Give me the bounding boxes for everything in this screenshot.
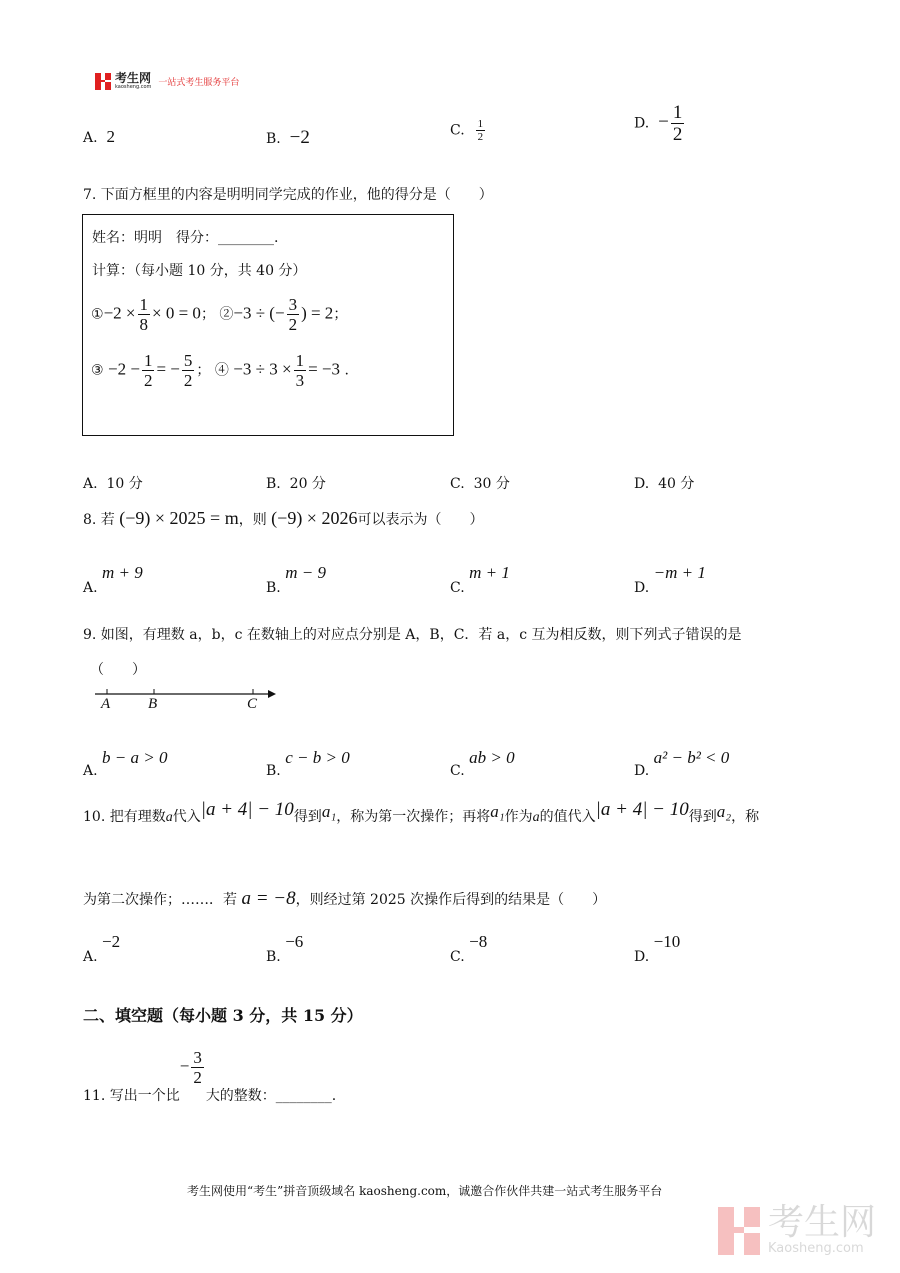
q9-option-b: B. c − b > 0 <box>266 748 350 779</box>
box-expressions-3-4: ③ −2 − $\frac{1}{2}$ = − $\frac{5}{2}$ ； ④ −3 ÷ 3 × $\frac{1}{3}$ = −3 . <box>91 351 349 390</box>
q9-option-c: C. ab > 0 <box>450 748 515 779</box>
q10-option-c: C. −8 <box>450 932 488 965</box>
q8-option-a: A. m + 9 <box>83 563 143 596</box>
watermark-logo: 考生网 Kaosheng.com <box>718 1205 876 1256</box>
axis-label-c: C <box>247 696 258 712</box>
q8-option-b: B. m − 9 <box>266 563 326 596</box>
q11-stem: 11. 写出一个比− $\frac{3}{2}$ 大的整数：________. <box>83 1048 337 1104</box>
q6-option-b: B. −2 <box>266 127 310 148</box>
q9-stem: 9. 如图，有理数 a，b，c 在数轴上的对应点分别是 A，B，C．若 a，c 互为相反数，则下列式子错误的是 <box>83 627 742 643</box>
box-name-line: 姓名：明明 得分：________. <box>92 230 279 246</box>
q10-stem-line2: 为第二次操作；……．若 a = −8，则经过第 2025 次操作后得到的结果是（ ） <box>83 888 607 909</box>
watermark-mark-icon <box>718 1207 760 1255</box>
q10-option-b: B. −6 <box>266 932 304 965</box>
arrow-icon <box>268 690 276 698</box>
logo-mark-icon <box>95 73 111 90</box>
axis-label-a: A <box>101 696 111 712</box>
q8-stem: 8. 若 (−9) × 2025 = m，则 (−9) × 2026可以表示为（ ） <box>83 508 484 528</box>
q9-answer-paren: （ ） <box>90 662 146 678</box>
axis-label-b: B <box>148 696 158 712</box>
q8-option-d: D. −m + 1 <box>634 563 706 596</box>
logo-domain: kaosheng.com <box>115 84 152 90</box>
section-heading: 二、填空题（每小题 3 分，共 15 分） <box>83 1006 363 1025</box>
box-expressions-1-2: ①−2 × $\frac{1}{8}$ × 0 = 0； ②−3 ÷ (− $\frac{3}{2}$ ) = 2； <box>91 295 348 334</box>
q6-option-c: C. $\frac{1}{2}$ <box>450 118 484 143</box>
footer-text: 考生网使用“考生”拼音顶级域名 kaosheng.com，诚邀合作伙伴共建一站式考生服务平台 <box>187 1184 663 1198</box>
homework-box <box>82 214 454 436</box>
q10-stem-line1: 10. 把有理数a代入|a + 4| − 10得到a₁，称为第一次操作；再将a₁作为a的值代入|a + 4| − 10得到a₂，称 <box>83 799 760 825</box>
q7-option-d: D. 40 分 <box>634 476 695 492</box>
q9-option-d: D. a² − b² < 0 <box>634 748 730 779</box>
q7-option-a: A. 10 分 <box>83 476 143 492</box>
slogan: 一站式考生服务平台 <box>158 77 240 88</box>
q6-option-d: D. − $\frac{1}{2}$ <box>634 102 683 145</box>
q7-option-c: C. 30 分 <box>450 476 510 492</box>
q10-option-d: D. −10 <box>634 932 681 965</box>
logo-text: 考生网 <box>115 71 152 85</box>
box-instruction: 计算：（每小题 10 分，共 40 分） <box>92 263 307 279</box>
q10-option-a: A. −2 <box>83 932 121 965</box>
q7-option-b: B. 20 分 <box>266 476 326 492</box>
q9-option-a: A. b − a > 0 <box>83 748 168 779</box>
site-logo <box>95 72 239 90</box>
q7-stem: 7. 下面方框里的内容是明明同学完成的作业，他的得分是（ ） <box>83 187 493 203</box>
q8-option-c: C. m + 1 <box>450 563 510 596</box>
q6-option-a: A. 2 <box>83 127 115 146</box>
